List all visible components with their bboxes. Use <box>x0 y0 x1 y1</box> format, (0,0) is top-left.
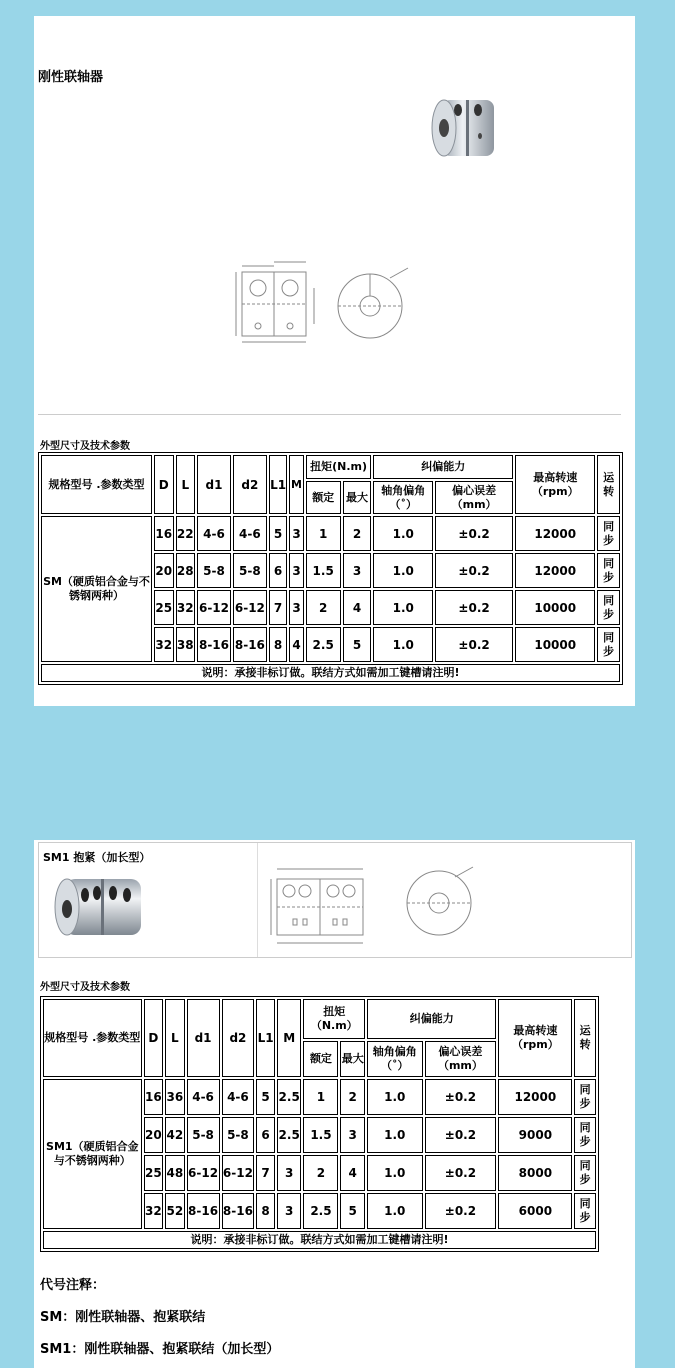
cell-rated: 2.5 <box>306 627 341 662</box>
cell-D: 25 <box>144 1155 164 1191</box>
cell-op: 同步 <box>574 1079 596 1115</box>
section-subtitle: 外型尺寸及技术参数 <box>40 982 130 993</box>
cell-speed: 8000 <box>498 1155 572 1191</box>
header-d2: d2 <box>222 999 255 1077</box>
cell-speed: 12000 <box>515 516 595 551</box>
header-L1: L1 <box>269 455 288 514</box>
cell-D: 20 <box>144 1117 164 1153</box>
cell-L: 48 <box>165 1155 185 1191</box>
cell-op: 同步 <box>574 1117 596 1153</box>
cell-L1: 5 <box>269 516 288 551</box>
cell-D: 32 <box>154 627 174 662</box>
section-subtitle: 外型尺寸及技术参数 <box>40 441 130 452</box>
cell-max: 5 <box>340 1193 365 1229</box>
cell-angle: 1.0 <box>367 1079 422 1115</box>
cell-ecc: ±0.2 <box>435 516 513 551</box>
spec-table <box>38 452 623 685</box>
cell-speed: 10000 <box>515 590 595 625</box>
cell-d1: 8-16 <box>197 627 231 662</box>
cell-d1: 5-8 <box>197 553 231 588</box>
header-rated: 额定 <box>303 1041 338 1077</box>
cell-rated: 1 <box>306 516 341 551</box>
sm1-header-box <box>38 842 632 958</box>
cell-rated: 1 <box>303 1079 338 1115</box>
cell-max: 2 <box>343 516 372 551</box>
cell-L1: 8 <box>256 1193 274 1229</box>
header-L: L <box>165 999 185 1077</box>
cell-angle: 1.0 <box>373 516 433 551</box>
cell-d2: 8-16 <box>222 1193 255 1229</box>
cell-d1: 8-16 <box>187 1193 220 1229</box>
cell-max: 3 <box>343 553 372 588</box>
long-coupling-photo <box>49 871 149 943</box>
cell-angle: 1.0 <box>367 1155 422 1191</box>
cell-d2: 5-8 <box>233 553 267 588</box>
table-row <box>43 1079 596 1115</box>
header-L1: L1 <box>256 999 274 1077</box>
header-eccentric: 偏心误差（mm） <box>435 481 513 514</box>
cell-M: 2.5 <box>277 1117 302 1153</box>
header-max: 最大 <box>340 1041 365 1077</box>
cell-rated: 2 <box>303 1155 338 1191</box>
cell-d1: 4-6 <box>197 516 231 551</box>
cell-L1: 6 <box>256 1117 274 1153</box>
cell-ecc: ±0.2 <box>435 627 513 662</box>
cell-L: 38 <box>176 627 196 662</box>
table-note: 说明：承接非标订做。联结方式如需加工键槽请注明! <box>43 1231 596 1249</box>
header-spec: 规格型号 .参数类型 <box>41 455 152 514</box>
cell-L1: 7 <box>269 590 288 625</box>
cell-d2: 8-16 <box>233 627 267 662</box>
cell-D: 16 <box>154 516 174 551</box>
header-max: 最大 <box>343 481 372 514</box>
cell-ecc: ±0.2 <box>425 1079 497 1115</box>
cell-ecc: ±0.2 <box>425 1193 497 1229</box>
cell-L: 32 <box>176 590 196 625</box>
header-spec: 规格型号 .参数类型 <box>43 999 142 1077</box>
header-operation: 运转 <box>574 999 596 1077</box>
cell-L1: 7 <box>256 1155 274 1191</box>
cell-angle: 1.0 <box>373 553 433 588</box>
cell-op: 同步 <box>597 553 620 588</box>
cell-op: 同步 <box>597 590 620 625</box>
cell-speed: 9000 <box>498 1117 572 1153</box>
cell-M: 3 <box>289 516 303 551</box>
legend-item-sm: SM：刚性联轴器、抱紧联结 <box>40 1310 206 1325</box>
header-correction: 纠偏能力 <box>367 999 496 1039</box>
sm1-coupling-panel <box>34 840 635 1368</box>
cell-L: 22 <box>176 516 196 551</box>
cell-ecc: ±0.2 <box>425 1155 497 1191</box>
header-d1: d1 <box>197 455 231 514</box>
long-coupling-drawing <box>269 857 479 953</box>
header-correction: 纠偏能力 <box>373 455 513 479</box>
cell-ecc: ±0.2 <box>435 553 513 588</box>
cell-d1: 4-6 <box>187 1079 220 1115</box>
header-speed: 最高转速（rpm） <box>498 999 572 1077</box>
cell-D: 25 <box>154 590 174 625</box>
cell-M: 3 <box>289 590 303 625</box>
cell-d2: 4-6 <box>222 1079 255 1115</box>
cell-angle: 1.0 <box>373 590 433 625</box>
cell-L1: 5 <box>256 1079 274 1115</box>
header-eccentric: 偏心误差（mm） <box>425 1041 497 1077</box>
cell-rated: 1.5 <box>303 1117 338 1153</box>
divider <box>38 414 621 415</box>
cell-M: 2.5 <box>277 1079 302 1115</box>
cell-d1: 6-12 <box>187 1155 220 1191</box>
cell-M: 3 <box>277 1155 302 1191</box>
cell-rated: 2.5 <box>303 1193 338 1229</box>
header-operation: 运转 <box>597 455 620 514</box>
cell-L1: 8 <box>269 627 288 662</box>
cell-op: 同步 <box>574 1193 596 1229</box>
coupling-drawing <box>230 248 420 344</box>
header-angular: 轴角偏角（˚） <box>373 481 433 514</box>
cell-L: 52 <box>165 1193 185 1229</box>
cell-rated: 2 <box>306 590 341 625</box>
cell-M: 4 <box>289 627 303 662</box>
cell-speed: 6000 <box>498 1193 572 1229</box>
table-row <box>41 516 620 551</box>
cell-L: 36 <box>165 1079 185 1115</box>
rigid-coupling-photo <box>426 92 504 164</box>
cell-angle: 1.0 <box>367 1193 422 1229</box>
cell-rated: 1.5 <box>306 553 341 588</box>
cell-D: 16 <box>144 1079 164 1115</box>
cell-d2: 5-8 <box>222 1117 255 1153</box>
header-speed: 最高转速（rpm） <box>515 455 595 514</box>
rigid-coupling-panel <box>34 16 635 706</box>
cell-D: 20 <box>154 553 174 588</box>
header-M: M <box>289 455 303 514</box>
cell-max: 5 <box>343 627 372 662</box>
page-title: 刚性联轴器 <box>38 70 104 85</box>
cell-angle: 1.0 <box>367 1117 422 1153</box>
cell-d2: 6-12 <box>233 590 267 625</box>
model-cell: SM1（硬质铝合金与不锈钢两种） <box>43 1079 142 1229</box>
cell-L1: 6 <box>269 553 288 588</box>
cell-ecc: ±0.2 <box>435 590 513 625</box>
header-d2: d2 <box>233 455 267 514</box>
legend-title: 代号注释： <box>40 1278 106 1293</box>
model-cell: SM（硬质铝合金与不锈钢两种） <box>41 516 152 662</box>
cell-d2: 6-12 <box>222 1155 255 1191</box>
header-D: D <box>154 455 174 514</box>
cell-M: 3 <box>289 553 303 588</box>
header-L: L <box>176 455 196 514</box>
spec-table <box>40 996 599 1252</box>
cell-d2: 4-6 <box>233 516 267 551</box>
header-torque: 扭矩(N.m) <box>306 455 372 479</box>
cell-op: 同步 <box>574 1155 596 1191</box>
cell-ecc: ±0.2 <box>425 1117 497 1153</box>
header-d1: d1 <box>187 999 220 1077</box>
cell-M: 3 <box>277 1193 302 1229</box>
cell-max: 3 <box>340 1117 365 1153</box>
cell-D: 32 <box>144 1193 164 1229</box>
header-D: D <box>144 999 164 1077</box>
cell-max: 4 <box>340 1155 365 1191</box>
cell-speed: 12000 <box>515 553 595 588</box>
cell-max: 4 <box>343 590 372 625</box>
header-rated: 额定 <box>306 481 341 514</box>
sm1-title: SM1 抱紧（加长型） <box>43 851 151 864</box>
header-torque: 扭矩（N.m） <box>303 999 365 1039</box>
cell-L: 42 <box>165 1117 185 1153</box>
header-M: M <box>277 999 302 1077</box>
cell-d1: 5-8 <box>187 1117 220 1153</box>
cell-d1: 6-12 <box>197 590 231 625</box>
table-note: 说明：承接非标订做。联结方式如需加工键槽请注明! <box>41 664 620 682</box>
cell-op: 同步 <box>597 516 620 551</box>
header-divider <box>257 843 258 957</box>
cell-max: 2 <box>340 1079 365 1115</box>
cell-angle: 1.0 <box>373 627 433 662</box>
legend-item-sm1: SM1：刚性联轴器、抱紧联结（加长型） <box>40 1342 280 1357</box>
cell-speed: 12000 <box>498 1079 572 1115</box>
cell-speed: 10000 <box>515 627 595 662</box>
header-angular: 轴角偏角（˚） <box>367 1041 422 1077</box>
cell-op: 同步 <box>597 627 620 662</box>
cell-L: 28 <box>176 553 196 588</box>
